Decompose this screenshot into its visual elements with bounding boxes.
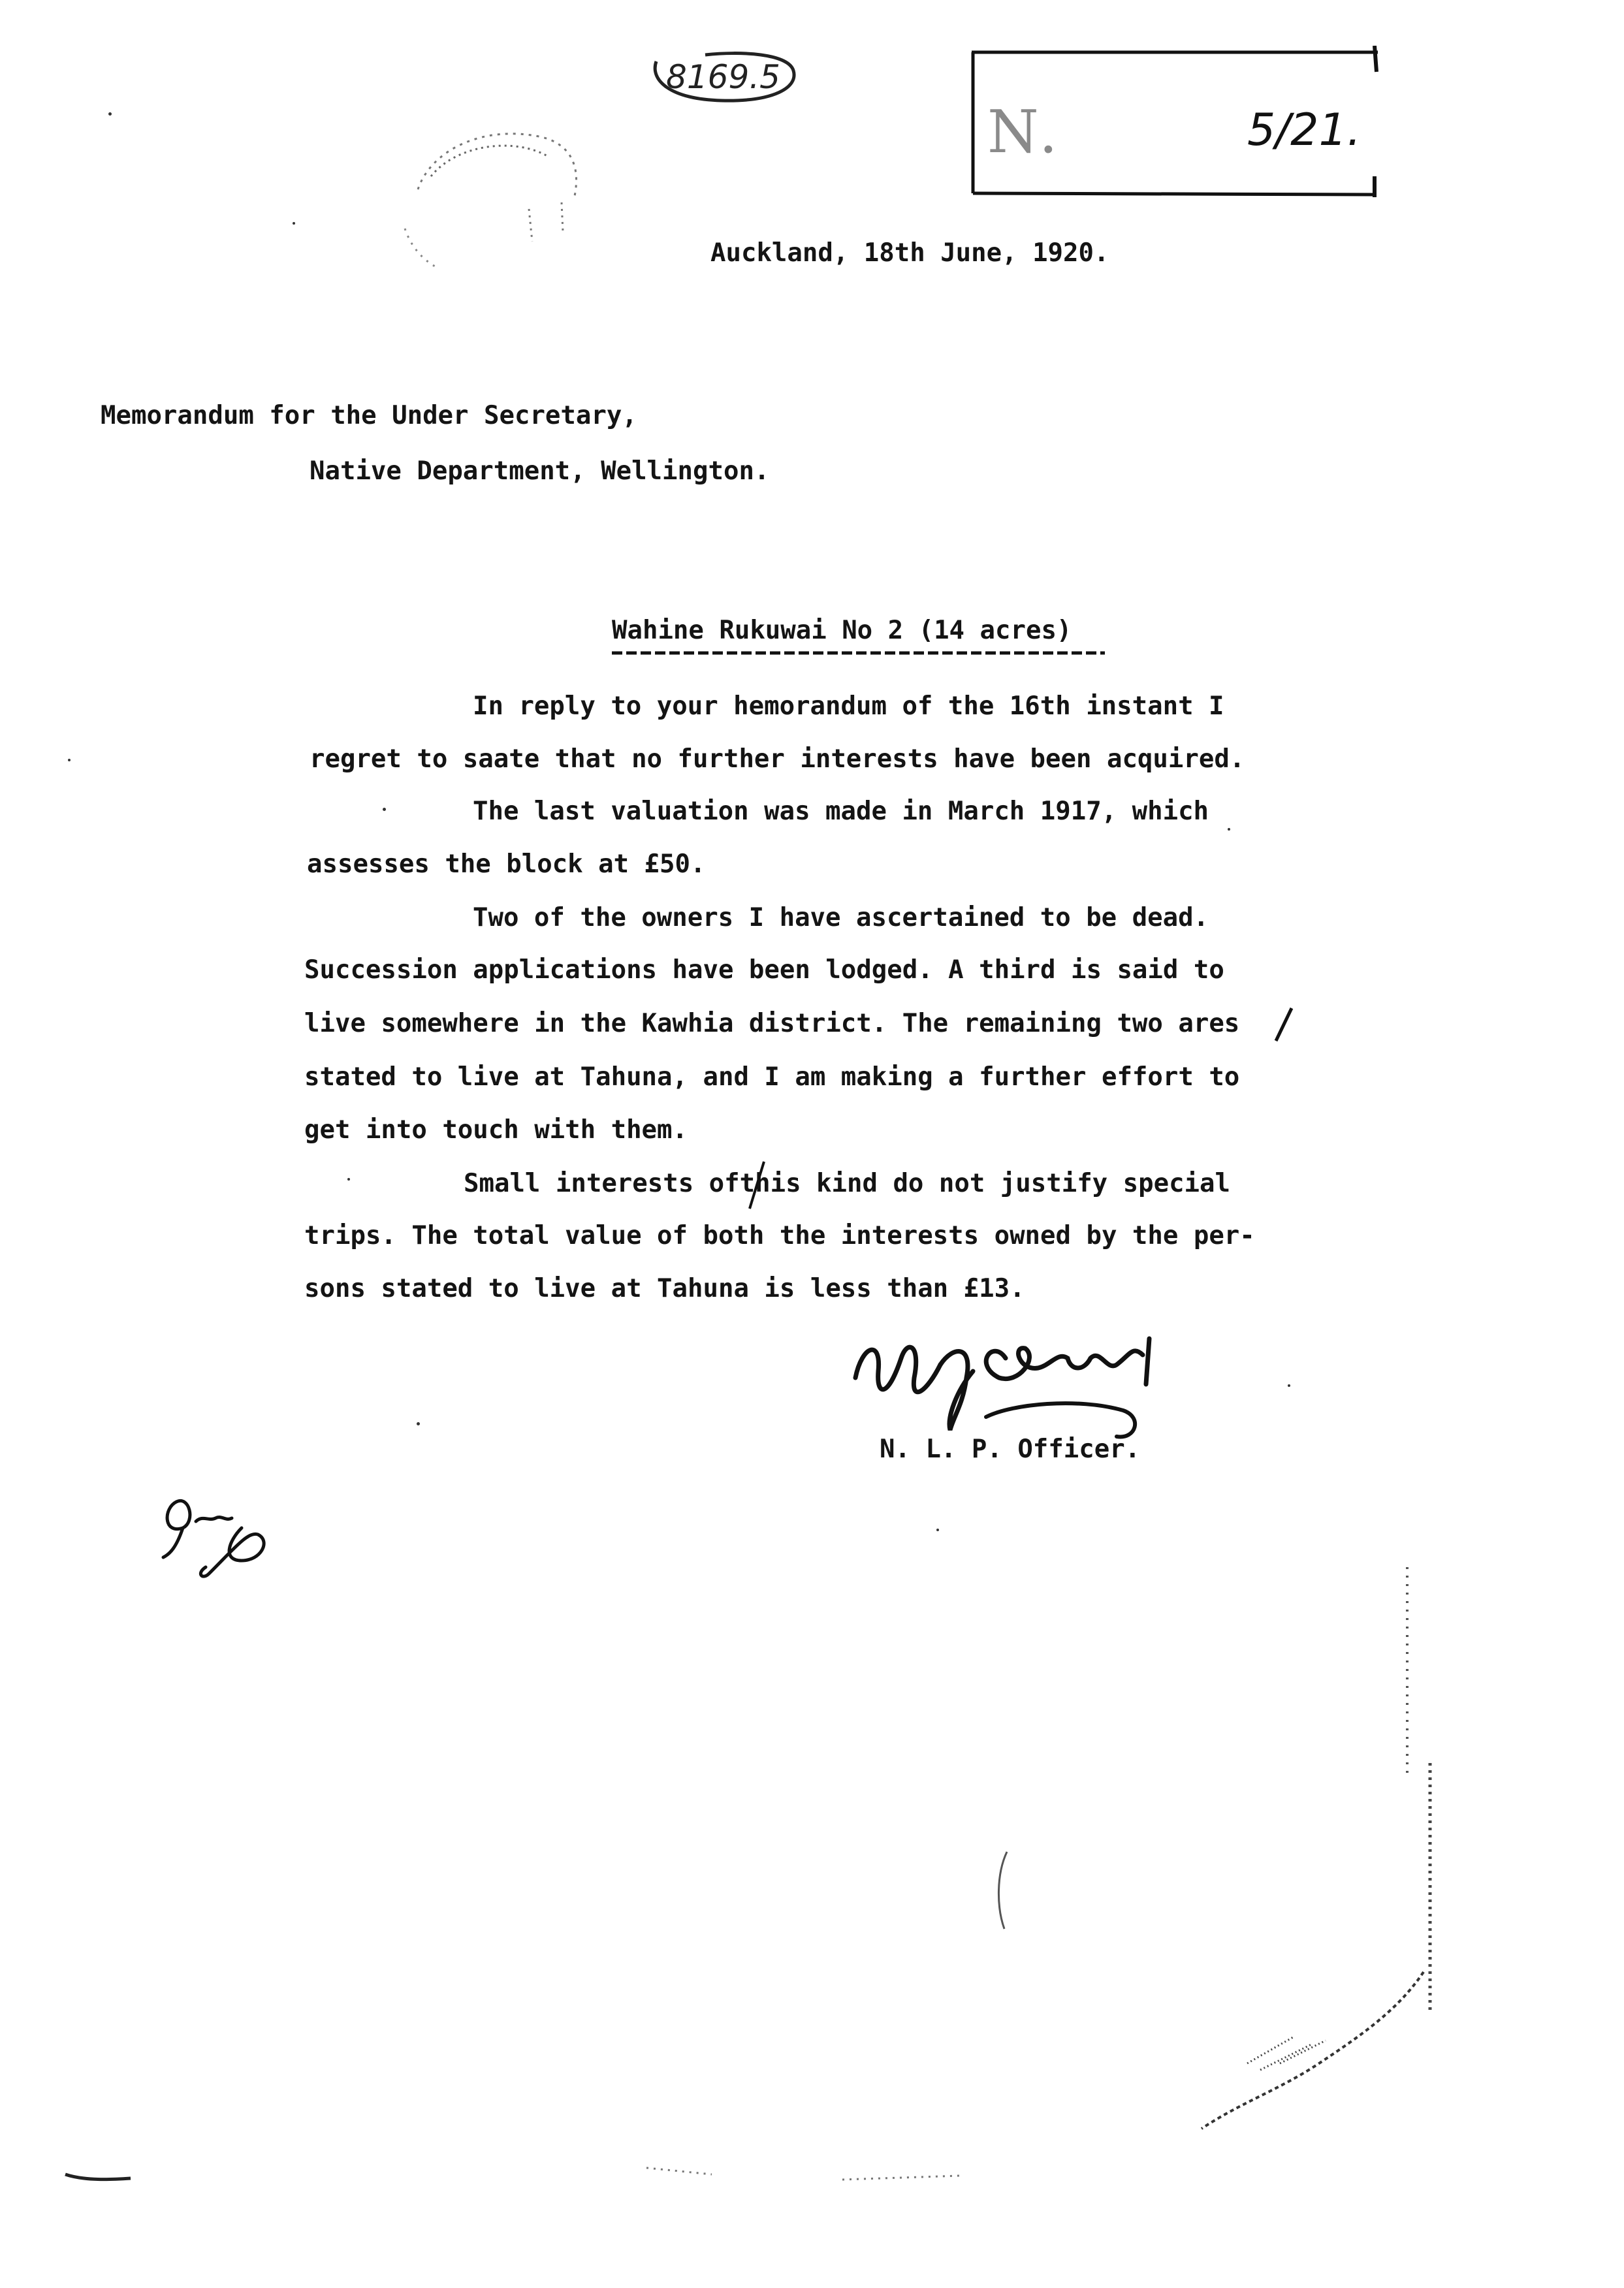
addressee-line-1: Memorandum for the Under Secretary,: [101, 401, 637, 430]
reference-number-text: 8169.5: [666, 58, 780, 96]
scan-edge-noise: [1149, 1567, 1450, 2155]
paper-speck: [293, 222, 295, 225]
body-line-9: get into touch with them.: [304, 1115, 688, 1145]
hand-correction-slash-2: [1272, 1006, 1294, 1045]
body-line-3: The last valuation was made in March 1917, which: [473, 797, 1209, 826]
paper-speck: [936, 1529, 939, 1531]
registry-stamp-letter: N.: [987, 98, 1062, 167]
margin-handwritten-note: [150, 1482, 281, 1587]
paper-speck: [68, 759, 71, 761]
pencil-bracket-mark: [993, 1848, 1012, 1933]
body-line-5: Two of the owners I have ascertained to be dead.: [473, 903, 1209, 932]
paper-speck: [347, 1178, 350, 1181]
body-line-11: trips. The total value of both the interests owned by the per-: [304, 1221, 1255, 1250]
subject-underline: [612, 649, 1105, 657]
paper-speck: [108, 112, 112, 116]
body-line-12: sons stated to live at Tahuna is less than £13.: [304, 1274, 1025, 1303]
paper-speck: [1228, 828, 1230, 831]
body-line-6: Succession applications have been lodged. A third is said to: [304, 955, 1224, 985]
body-line-7: live somewhere in the Kawhia district. The remaining two ares: [304, 1009, 1240, 1038]
subject-heading: Wahine Rukuwai No 2 (14 acres): [612, 616, 1072, 645]
body-line-1: In reply to your hemorandum of the 16th instant I: [473, 691, 1224, 721]
reference-number: [643, 47, 803, 107]
signature: [842, 1319, 1221, 1450]
body-line-8: stated to live at Tahuna, and I am making a further effort to: [304, 1062, 1240, 1092]
paper-speck: [383, 808, 386, 811]
paper-speck: [417, 1422, 420, 1425]
bottom-scan-noise: [59, 2155, 1234, 2194]
paper-speck: [1288, 1384, 1290, 1387]
signature-title: N. L. P. Officer.: [880, 1435, 1141, 1464]
body-line-2: regret to saate that no further interests have been acquired.: [310, 744, 1245, 774]
addressee-line-2: Native Department, Wellington.: [310, 456, 770, 486]
embossed-seal-mark: [379, 98, 601, 294]
date-line: Auckland, 18th June, 1920.: [710, 238, 1109, 268]
hand-correction-slash: [744, 1159, 771, 1211]
body-line-10: Small interests ofthis kind do not justify special: [464, 1169, 1230, 1198]
body-line-4: assesses the block at £50.: [307, 850, 706, 879]
file-number: 5/21.: [1247, 104, 1361, 156]
